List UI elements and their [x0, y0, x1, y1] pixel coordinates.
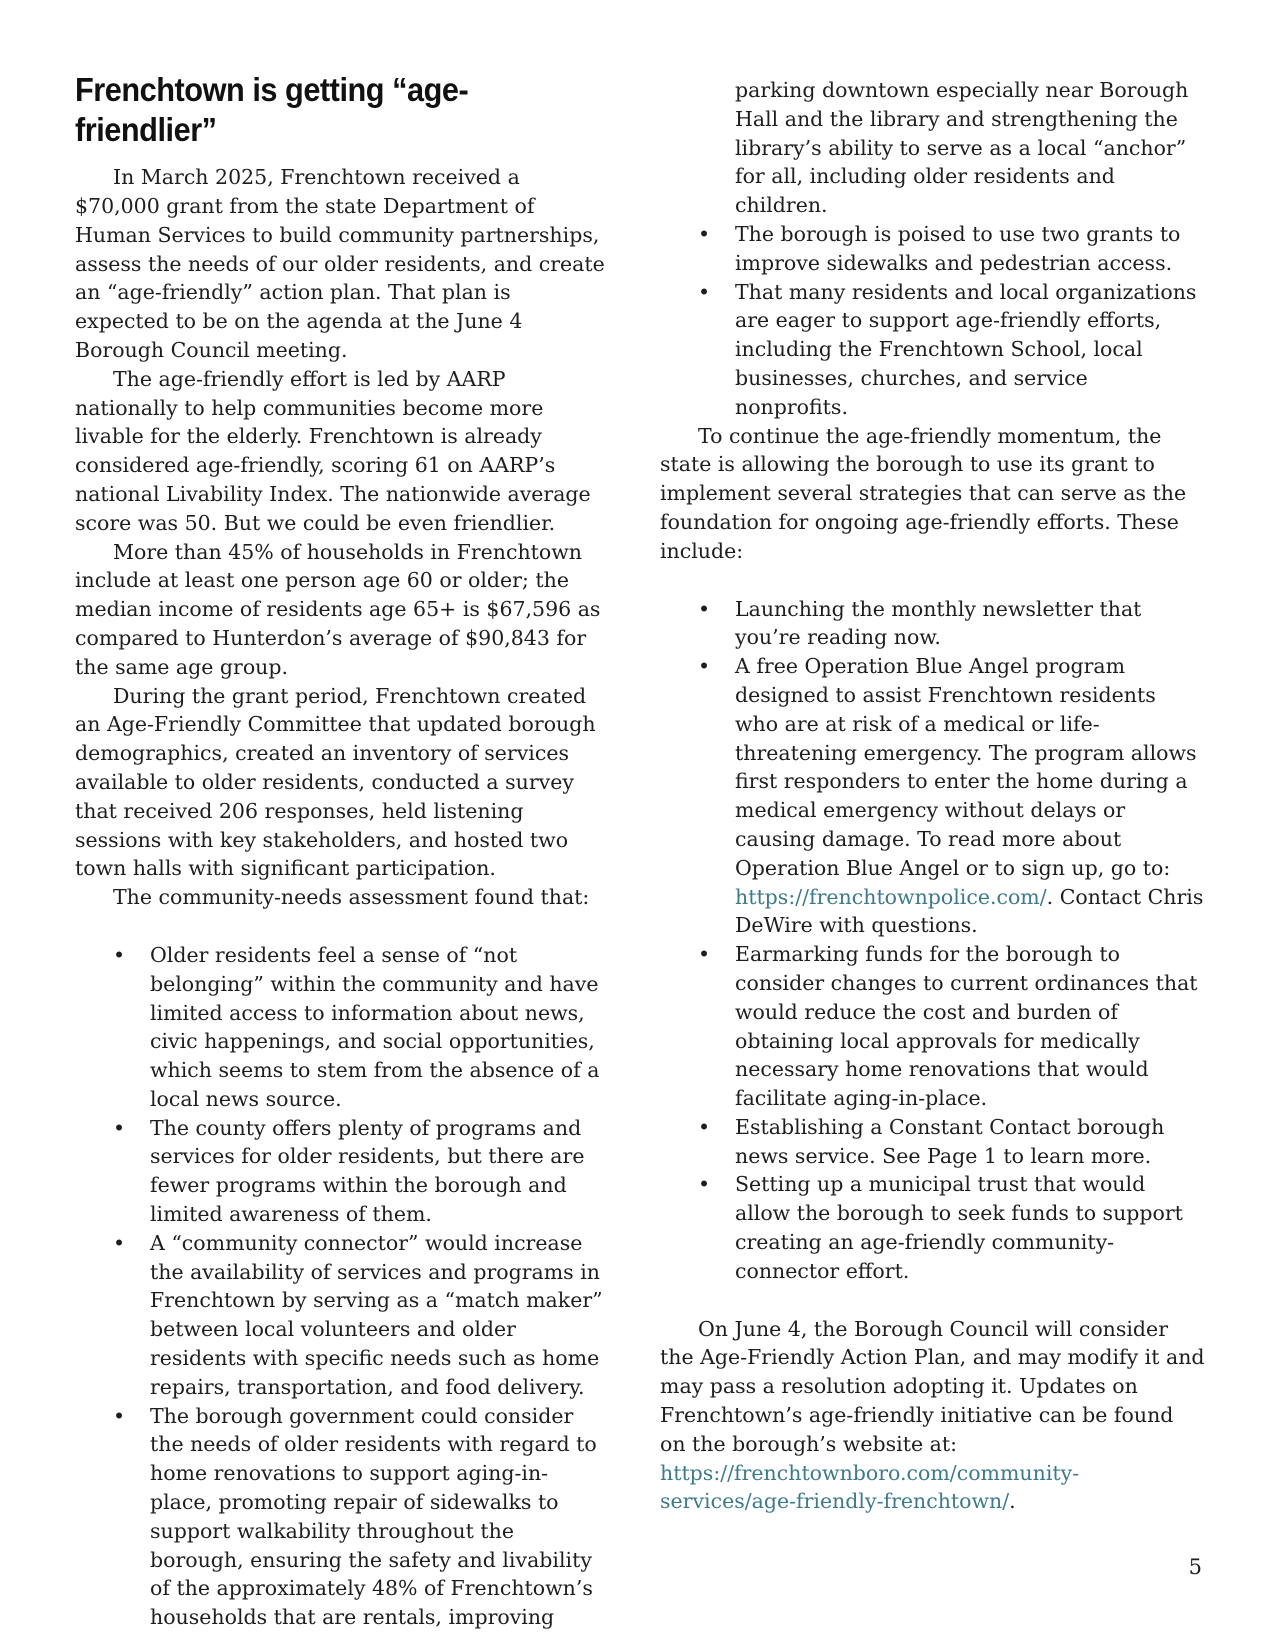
paragraph-assessment-intro: The community-needs assessment found that: — [113, 885, 590, 910]
list-item: • That many residents and local organizations are eager to support age-friendly efforts, including the Frenchtown School, local businesses, churches, and service nonprofits. — [660, 278, 1205, 422]
article-title: Frenchtown is getting “age-friendlier” — [75, 71, 469, 148]
paragraph-council — [660, 1315, 1205, 1517]
police-website-link[interactable]: https://frenchtownpolice.com/ — [735, 884, 1047, 909]
findings-list-continued — [660, 220, 1205, 422]
page-number: 5 — [1188, 1555, 1202, 1579]
findings-list — [75, 941, 610, 1632]
paragraph-strategies-intro: To continue the age-friendly momentum, the state is allowing the borough to use its grant to implement several strategies that can serve as the foundation for ongoing age-friendly efforts. These include: — [660, 423, 1187, 563]
blue-angel-contact: . Contact Chris DeWire with questions. — [735, 884, 1204, 938]
council-text: On June 4, the Borough Council will consider the Age-Friendly Action Plan, and may modify it and may pass a resolution adopting it. Updates on Frenchtown’s age-friendly initiative can be found on the borough’s website at: — [660, 1316, 1205, 1456]
council-period: . — [1009, 1489, 1016, 1514]
paragraph-aarp: The age-friendly effort is led by AARP nationally to help communities become more livable for the elderly. Frenchtown is already considered age-friendly, scoring 61 on AARP’s national Livability Index. The nationwide average score was 50. But we could be even friendlier. — [75, 366, 591, 535]
borough-website-link[interactable]: https://frenchtownboro.com/community-services/age-friendly-frenchtown/ — [660, 1460, 1080, 1514]
paragraph-grant: In March 2025, Frenchtown received a $70,000 grant from the state Department of Human Services to build community partnerships, assess the needs of our older residents, and create an “age-friendly” action plan. That plan is expected to be on the agenda at the June 4 Borough Council meeting. — [75, 165, 605, 362]
list-item-continuation: parking downtown especially near Borough Hall and the library and strengthening the library’s ability to serve as a local “anchor” for all, including older residents and children. — [735, 78, 1189, 218]
left-column — [75, 70, 610, 1632]
list-item: • The borough is poised to use two grants to improve sidewalks and pedestrian access. — [660, 220, 1205, 278]
spacer — [660, 566, 1205, 595]
list-item-blue-angel — [660, 652, 1205, 940]
list-item: • Launching the monthly newsletter that you’re reading now. — [660, 595, 1205, 653]
blue-angel-text: A free Operation Blue Angel program designed to assist Frenchtown residents who are at risk of a medical or life-threatening emergency. The program allows first responders to enter the home during a medical emergency without delays or causing damage. To read more about Operation Blue Angel or to sign up, go to: — [735, 654, 1197, 880]
list-item: • Setting up a municipal trust that would allow the borough to seek funds to support creating an age-friendly community-connector effort. — [660, 1170, 1205, 1285]
list-item: • Establishing a Constant Contact borough news service. See Page 1 to learn more. — [660, 1113, 1205, 1171]
paragraph-grant-period: During the grant period, Frenchtown created an Age-Friendly Committee that updated borough demographics, created an inventory of services available to older residents, conducted a survey that received 206 responses, held listening sessions with key stakeholders, and hosted two town halls with significant participation. — [75, 683, 596, 881]
spacer — [75, 912, 610, 941]
right-column — [660, 76, 1205, 1516]
spacer — [660, 1286, 1205, 1315]
list-item: • Earmarking funds for the borough to consider changes to current ordinances that would reduce the cost and burden of obtaining local approvals for medically necessary home renovations that would facilitate aging-in-place. — [660, 940, 1205, 1113]
list-item: • A “community connector” would increase the availability of services and programs in Frenchtown by serving as a “match maker” between local volunteers and older residents with specific needs such as home repairs, transportation, and food delivery. — [75, 1229, 610, 1402]
strategies-list — [660, 595, 1205, 1286]
paragraph-households: More than 45% of households in Frenchtown include at least one person age 60 or older; the median income of residents age 65+ is $67,596 as compared to Hunterdon’s average of $90,843 for the same age group. — [75, 539, 601, 679]
list-item: • The county offers plenty of programs and services for older residents, but there are fewer programs within the borough and limited awareness of them. — [75, 1114, 610, 1229]
list-item: • The borough government could consider the needs of older residents with regard to home renovations to support aging-in-place, promoting repair of sidewalks to support walkability throughout the borough, ensuring the safety and livability of the approximately 48% of Frenchtown’s households that are rentals, improving — [75, 1402, 610, 1632]
list-item: • Older residents feel a sense of “not belonging” within the community and have limited access to information about news, civic happenings, and social opportunities, which seems to stem from the absence of a local news source. — [75, 941, 610, 1114]
